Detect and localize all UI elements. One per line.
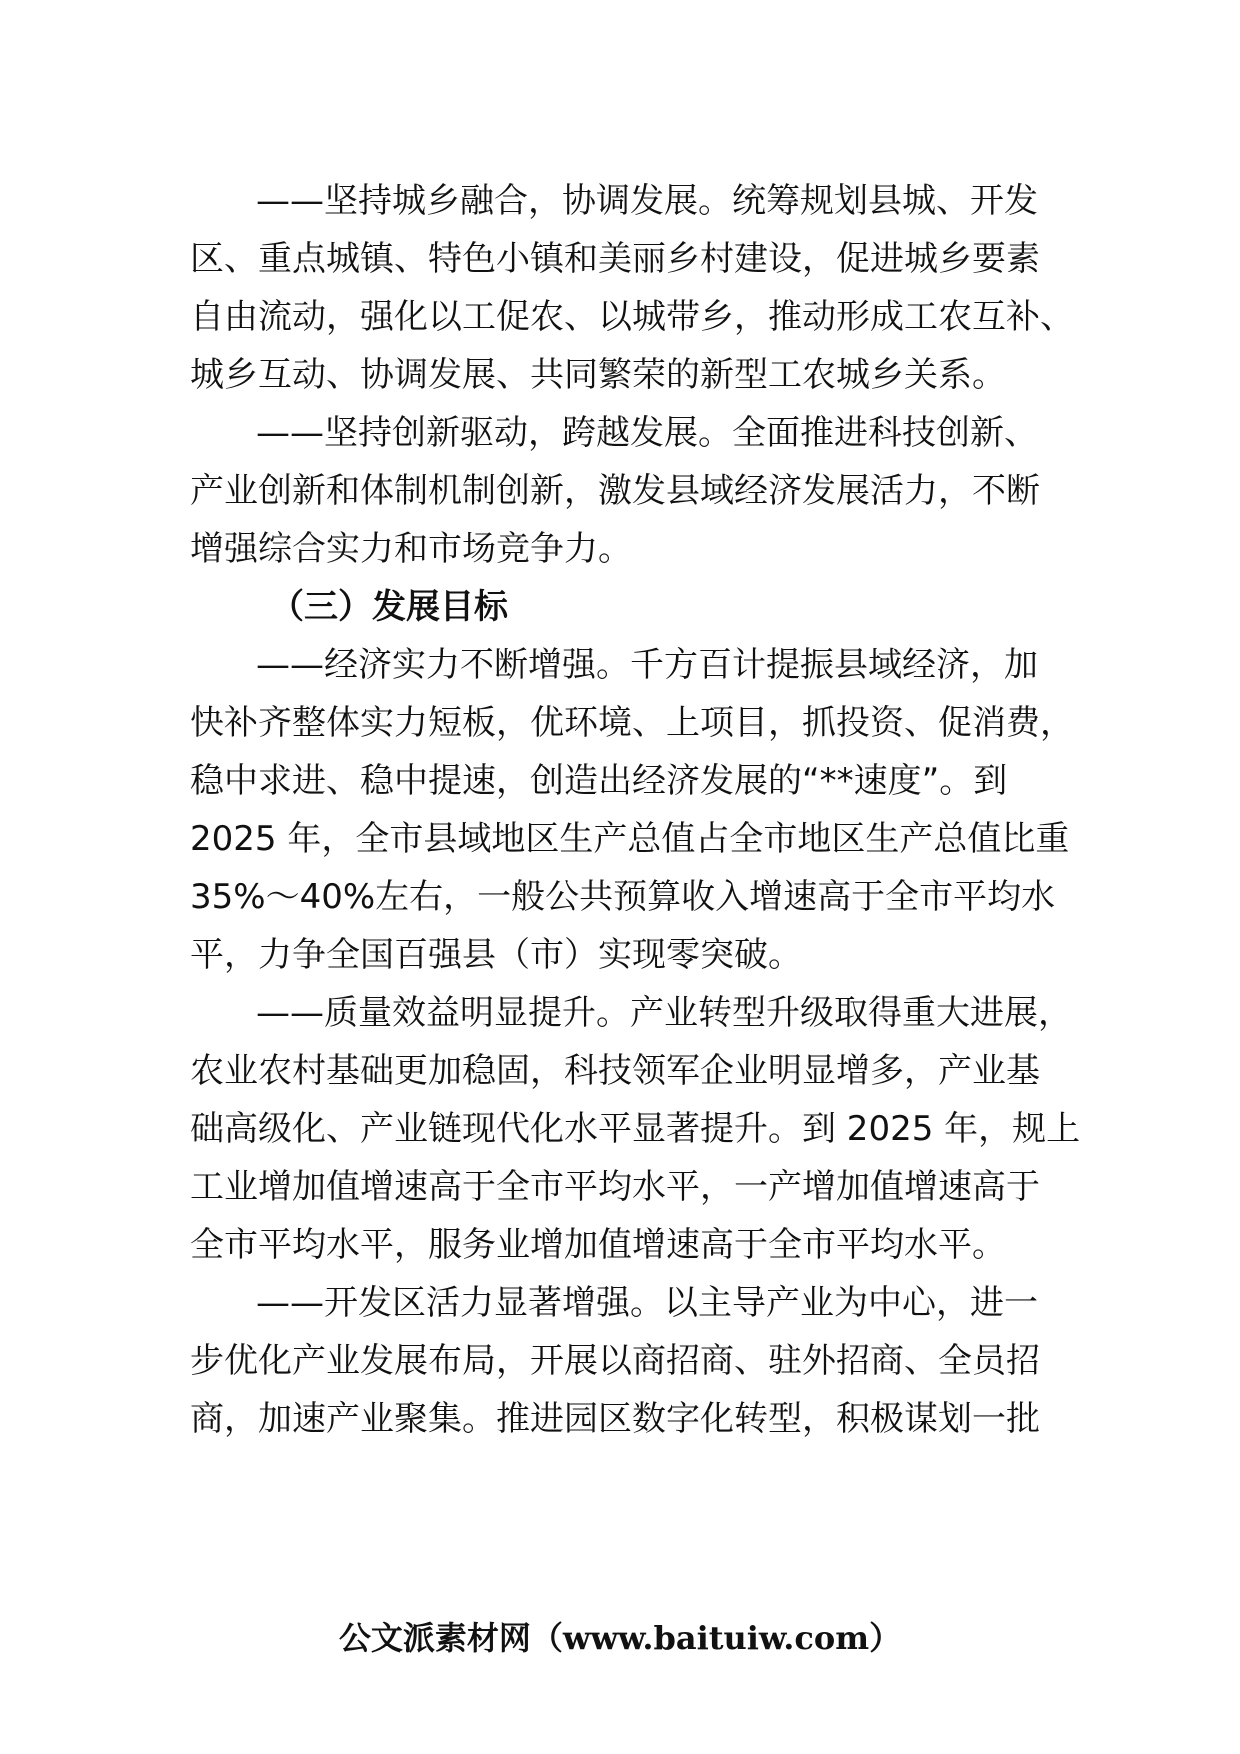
paragraph-line: ——经济实力不断增强。千方百计提振县域经济，加 [256, 645, 1038, 685]
paragraph-line: 城乡互动、协调发展、共同繁荣的新型工农城乡关系。 [190, 355, 1006, 395]
paragraph-line: 工业增加值增速高于全市平均水平，一产增加值增速高于 [190, 1167, 1040, 1207]
paragraph-line: 区、重点城镇、特色小镇和美丽乡村建设，促进城乡要素 [190, 239, 1040, 279]
paragraph-line: ——开发区活力显著增强。以主导产业为中心，进一 [256, 1283, 1038, 1323]
paragraph-line: 全市平均水平，服务业增加值增速高于全市平均水平。 [190, 1225, 1006, 1265]
paragraph-line: 35%～40%左右，一般公共预算收入增速高于全市平均水 [190, 877, 1056, 917]
paragraph-line: 快补齐整体实力短板，优环境、上项目，抓投资、促消费， [190, 703, 1074, 743]
paragraph-line: 商，加速产业聚集。推进园区数字化转型，积极谋划一批 [190, 1399, 1040, 1439]
paragraph-line: 增强综合实力和市场竞争力。 [190, 529, 632, 569]
page-footer: 公文派素材网（www.baituiw.com） [338, 1619, 902, 1657]
paragraph-line: 自由流动，强化以工促农、以城带乡，推动形成工农互补、 [190, 297, 1074, 337]
paragraph-line: ——质量效益明显提升。产业转型升级取得重大进展， [256, 993, 1072, 1033]
paragraph-line: ——坚持创新驱动，跨越发展。全面推进科技创新、 [256, 413, 1038, 453]
paragraph-line: 农业农村基础更加稳固，科技领军企业明显增多，产业基 [190, 1051, 1040, 1091]
paragraph-line: 础高级化、产业链现代化水平显著提升。到 2025 年，规上 [190, 1109, 1081, 1149]
section-heading: （三）发展目标 [270, 587, 508, 627]
paragraph-line: 稳中求进、稳中提速，创造出经济发展的“**速度”。到 [190, 761, 1008, 801]
paragraph-line: 产业创新和体制机制创新，激发县域经济发展活力，不断 [190, 471, 1040, 511]
paragraph-line: 步优化产业发展布局，开展以商招商、驻外招商、全员招 [190, 1341, 1040, 1381]
paragraph-line: 平，力争全国百强县（市）实现零突破。 [190, 935, 802, 975]
paragraph-line: ——坚持城乡融合，协调发展。统筹规划县城、开发 [256, 181, 1038, 221]
paragraph-line: 2025 年，全市县域地区生产总值占全市地区生产总值比重 [190, 819, 1070, 859]
